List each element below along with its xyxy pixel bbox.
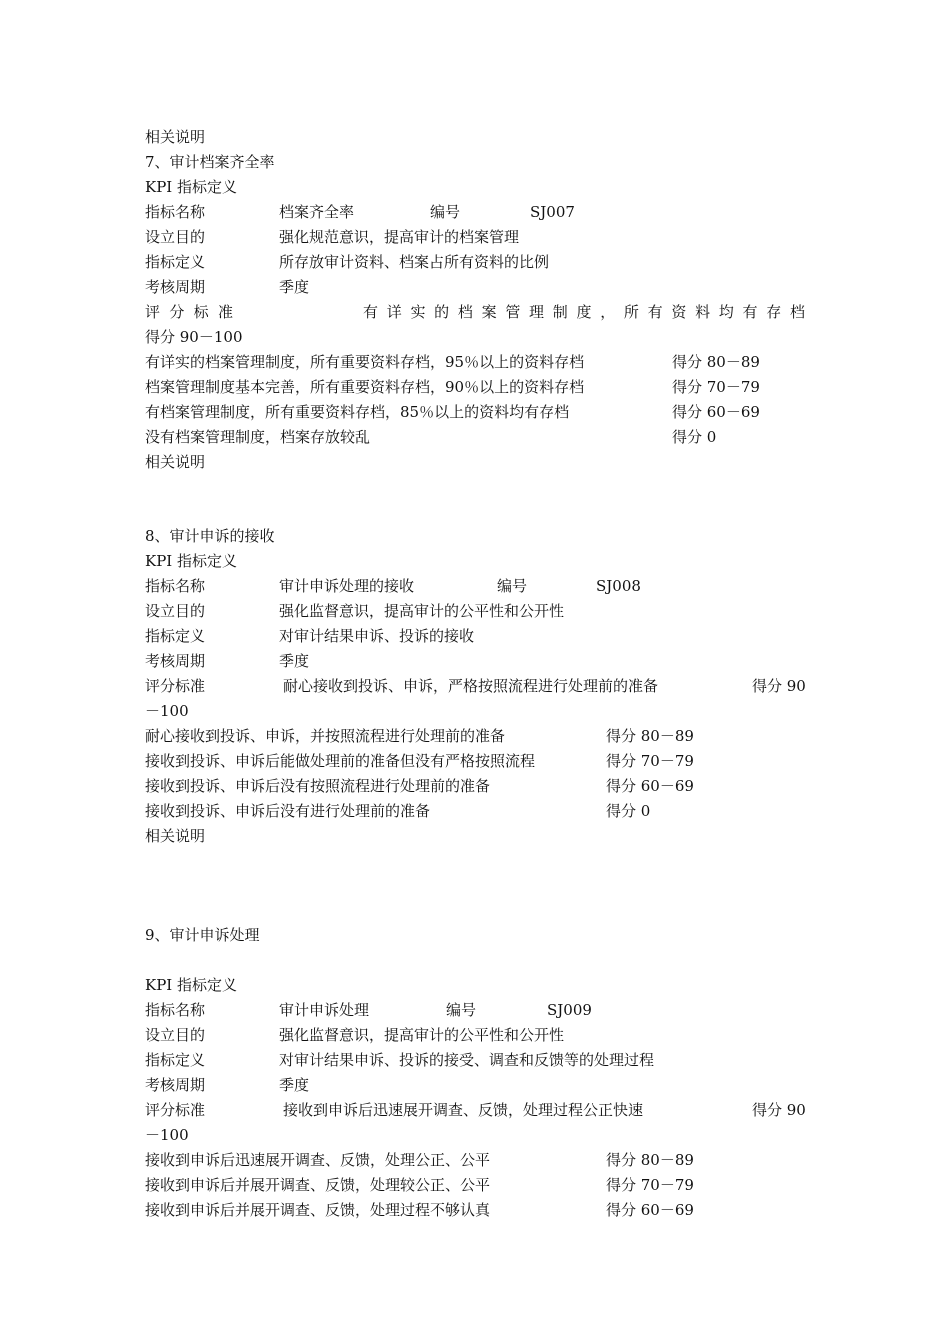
section-7-row-3-text: 有档案管理制度，所有重要资料存档，85％以上的资料均有存档 — [145, 403, 570, 421]
section-8-row-2-score: 得分 70－79 — [606, 752, 694, 770]
section-7-heading: 7、审计档案齐全率 — [145, 153, 275, 171]
section-8-name-value: 审计申诉处理的接收 — [279, 577, 415, 595]
section-7-name-label: 指标名称 — [145, 203, 206, 221]
std-text-char: 详 — [386, 303, 402, 321]
section-8-name-label: 指标名称 — [145, 577, 206, 595]
section-7-purpose-value: 强化规范意识，提高审计的档案管理 — [279, 228, 520, 246]
section-8-definition-value: 对审计结果申诉、投诉的接收 — [279, 627, 475, 645]
section-7-row-3-score: 得分 60－69 — [672, 403, 760, 421]
section-7-code-label: 编号 — [430, 203, 461, 221]
section-7-definition-value: 所存放审计资料、档案占所有资料的比例 — [279, 253, 550, 271]
std-text-char: 实 — [410, 303, 426, 321]
section-9-standard-label: 评分标准 — [145, 1101, 206, 1119]
section-9-standard-continuation: －100 — [145, 1126, 189, 1144]
std-label-char: 准 — [217, 303, 233, 321]
section-8-kpi-title: KPI 指标定义 — [145, 552, 237, 570]
section-9-row-3-score: 得分 60－69 — [606, 1201, 694, 1219]
std-text-char: 档 — [457, 303, 473, 321]
std-label-char: 标 — [193, 303, 209, 321]
section-8-purpose-value: 强化监督意识，提高审计的公平性和公开性 — [279, 602, 565, 620]
std-text-char: 料 — [695, 303, 711, 321]
section-9-cycle-value: 季度 — [279, 1076, 310, 1094]
section-7-row-4-text: 没有档案管理制度，档案存放较乱 — [145, 428, 371, 446]
section-7-purpose-label: 设立目的 — [145, 228, 206, 246]
std-text-char: 有 — [742, 303, 758, 321]
section-7-code-value: SJ007 — [530, 203, 575, 221]
section-8-code-value: SJ008 — [596, 577, 641, 595]
section-7-cycle-label: 考核周期 — [145, 278, 206, 296]
std-text-char: 的 — [434, 303, 450, 321]
section-7-standard-label — [145, 302, 233, 322]
section-8-heading: 8、审计申诉的接收 — [145, 527, 275, 545]
section-9-row-2-text: 接收到申诉后并展开调查、反馈，处理较公正、公平 — [145, 1176, 491, 1194]
section-8-standard-score: 得分 90 — [752, 677, 806, 695]
section-8-row-1-text: 耐心接收到投诉、申诉，并按照流程进行处理前的准备 — [145, 727, 506, 745]
std-label-char: 分 — [169, 303, 185, 321]
section-9-standard-score: 得分 90 — [752, 1101, 806, 1119]
section-7-row-1-score: 得分 80－89 — [672, 353, 760, 371]
section-9-cycle-label: 考核周期 — [145, 1076, 206, 1094]
section-7-definition-label: 指标定义 — [145, 253, 206, 271]
section-8-row-1-score: 得分 80－89 — [606, 727, 694, 745]
std-text-char: 度 — [576, 303, 592, 321]
std-text-char: 案 — [481, 303, 497, 321]
section-8-code-label: 编号 — [497, 577, 528, 595]
section-9-purpose-value: 强化监督意识，提高审计的公平性和公开性 — [279, 1026, 565, 1044]
section-7-row-1-text: 有详实的档案管理制度，所有重要资料存档，95％以上的资料存档 — [145, 353, 585, 371]
section-9-name-label: 指标名称 — [145, 1001, 206, 1019]
section-8-row-3-score: 得分 60－69 — [606, 777, 694, 795]
section-9-name-value: 审计申诉处理 — [279, 1001, 370, 1019]
section-7-row-2-text: 档案管理制度基本完善，所有重要资料存档，90％以上的资料存档 — [145, 378, 585, 396]
section-8-related-notes: 相关说明 — [145, 827, 206, 845]
section-9-purpose-label: 设立目的 — [145, 1026, 206, 1044]
section-8-purpose-label: 设立目的 — [145, 602, 206, 620]
std-text-char: 有 — [647, 303, 663, 321]
section-8-row-2-text: 接收到投诉、申诉后能做处理前的准备但没有严格按照流程 — [145, 752, 536, 770]
std-text-char: 档 — [789, 303, 805, 321]
section-7-cycle-value: 季度 — [279, 278, 310, 296]
section-9-definition-label: 指标定义 — [145, 1051, 206, 1069]
section-9-definition-value: 对审计结果申诉、投诉的接受、调查和反馈等的处理过程 — [279, 1051, 655, 1069]
section-9-code-label: 编号 — [446, 1001, 477, 1019]
section-9-row-1-score: 得分 80－89 — [606, 1151, 694, 1169]
section-7-related-notes: 相关说明 — [145, 453, 206, 471]
section-8-row-4-score: 得分 0 — [606, 802, 651, 820]
std-text-char: 理 — [529, 303, 545, 321]
section-7-kpi-title: KPI 指标定义 — [145, 178, 237, 196]
section-8-standard-label: 评分标准 — [145, 677, 206, 695]
section-7-standard-text — [363, 302, 805, 322]
section-8-row-4-text: 接收到投诉、申诉后没有进行处理前的准备 — [145, 802, 431, 820]
std-text-char: 存 — [766, 303, 782, 321]
section-8-standard-text: 耐心接收到投诉、申诉，严格按照流程进行处理前的准备 — [283, 677, 659, 695]
section-9-code-value: SJ009 — [547, 1001, 592, 1019]
std-text-char: ， — [600, 303, 616, 321]
std-text-char: 均 — [718, 303, 734, 321]
section-8-cycle-value: 季度 — [279, 652, 310, 670]
section-9-row-3-text: 接收到申诉后并展开调查、反馈，处理过程不够认真 — [145, 1201, 491, 1219]
section-8-definition-label: 指标定义 — [145, 627, 206, 645]
section-8-cycle-label: 考核周期 — [145, 652, 206, 670]
std-text-char: 所 — [623, 303, 639, 321]
section-8-row-3-text: 接收到投诉、申诉后没有按照流程进行处理前的准备 — [145, 777, 491, 795]
section-9-row-1-text: 接收到申诉后迅速展开调查、反馈，处理公正、公平 — [145, 1151, 491, 1169]
std-label-char: 评 — [145, 303, 161, 321]
std-text-char: 制 — [552, 303, 568, 321]
section-9-standard-text: 接收到申诉后迅速展开调查、反馈，处理过程公正快速 — [283, 1101, 644, 1119]
section-7-standard-continuation: 得分 90－100 — [145, 328, 243, 346]
std-text-char: 管 — [505, 303, 521, 321]
section-9-heading: 9、审计申诉处理 — [145, 926, 260, 944]
section-7-row-4-score: 得分 0 — [672, 428, 717, 446]
std-text-char: 有 — [363, 303, 379, 321]
related-notes-label: 相关说明 — [145, 128, 206, 146]
section-7-standard-line — [145, 302, 805, 322]
std-text-char: 资 — [671, 303, 687, 321]
section-7-row-2-score: 得分 70－79 — [672, 378, 760, 396]
section-7-name-value: 档案齐全率 — [279, 203, 355, 221]
section-8-standard-continuation: －100 — [145, 702, 189, 720]
section-9-row-2-score: 得分 70－79 — [606, 1176, 694, 1194]
section-9-kpi-title: KPI 指标定义 — [145, 976, 237, 994]
